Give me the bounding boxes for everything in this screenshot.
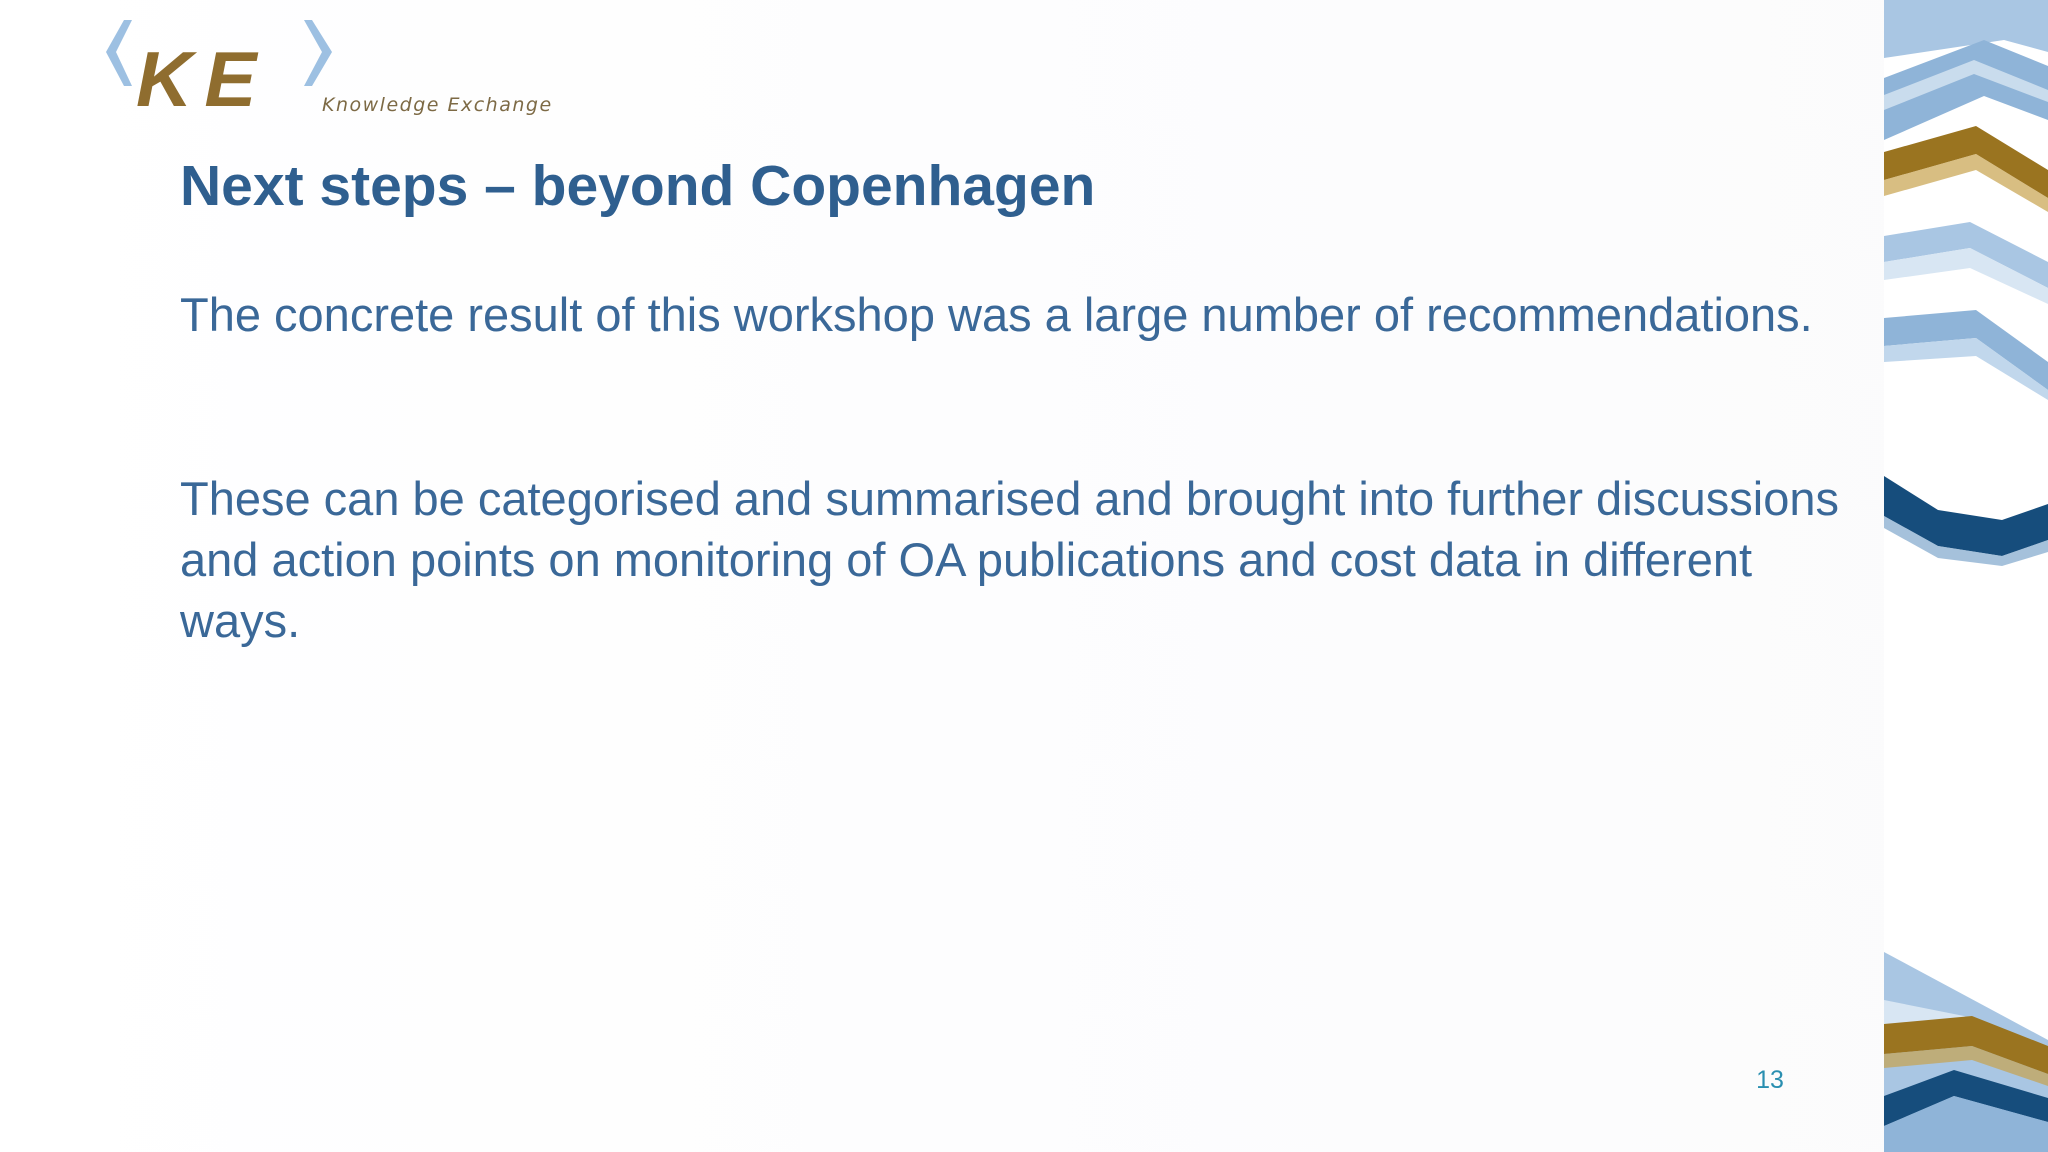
ke-logo bbox=[100, 14, 580, 124]
ribbon-decoration bbox=[1884, 0, 2048, 1152]
logo-tagline: Knowledge Exchange bbox=[322, 94, 553, 116]
body-paragraph-1: The concrete result of this workshop was a large number of recommendations. bbox=[180, 288, 1813, 341]
page-number: 13 bbox=[1756, 1066, 1784, 1094]
svg-text:KE: KE bbox=[136, 35, 269, 123]
body-paragraph-2: These can be categorised and summarised and brought into further discussions and action points on monitoring of OA publications and cost data in different ways. bbox=[180, 472, 1839, 647]
ribbon-decoration-icon bbox=[1884, 0, 2048, 1152]
slide-title: Next steps – beyond Copenhagen bbox=[180, 154, 1096, 218]
